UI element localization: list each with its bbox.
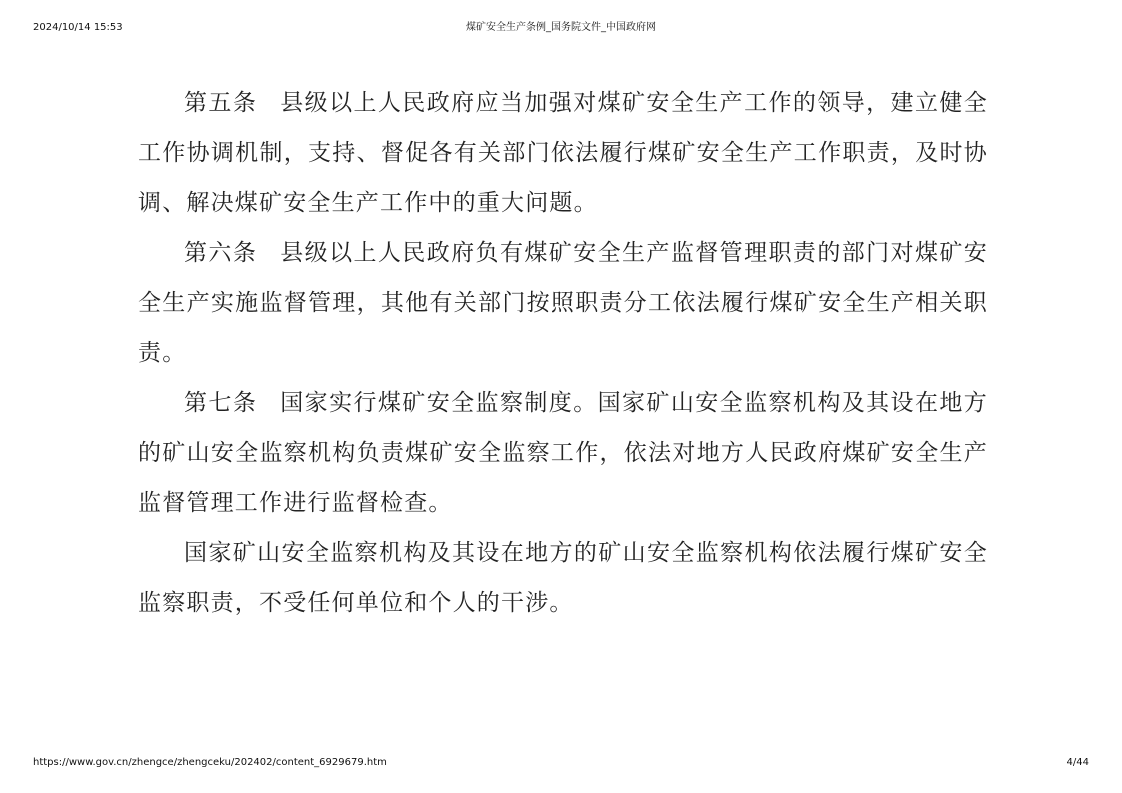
print-datetime: 2024/10/14 15:53: [33, 22, 123, 33]
print-footer: [33, 755, 1089, 771]
article-number: 第六条: [184, 240, 258, 266]
article-7-continuation: [138, 528, 988, 628]
article-7: [138, 378, 988, 528]
print-header: [33, 20, 1089, 36]
article-5: [138, 78, 988, 228]
article-text: 县级以上人民政府应当加强对煤矿安全生产工作的领导，建立健全工作协调机制，支持、督促各有关部门依法履行煤矿安全生产工作职责，及时协调、解决煤矿安全生产工作中的重大问题。: [138, 90, 988, 216]
document-body: [138, 78, 988, 628]
article-6: [138, 228, 988, 378]
article-text: 国家实行煤矿安全监察制度。国家矿山安全监察机构及其设在地方的矿山安全监察机构负责煤矿安全监察工作，依法对地方人民政府煤矿安全生产监督管理工作进行监督检查。: [138, 390, 988, 516]
article-text: 县级以上人民政府负有煤矿安全生产监督管理职责的部门对煤矿安全生产实施监督管理，其他有关部门按照职责分工依法履行煤矿安全生产相关职责。: [138, 240, 988, 366]
document-title: 煤矿安全生产条例_国务院文件_中国政府网: [466, 22, 656, 33]
page-number: 4/44: [1066, 757, 1089, 768]
paragraph-text: 国家矿山安全监察机构及其设在地方的矿山安全监察机构依法履行煤矿安全监察职责，不受任何单位和个人的干涉。: [138, 540, 988, 616]
article-number: 第五条: [184, 90, 258, 116]
article-number: 第七条: [184, 390, 258, 416]
page-url: https://www.gov.cn/zhengce/zhengceku/202402/content_6929679.htm: [33, 757, 387, 768]
